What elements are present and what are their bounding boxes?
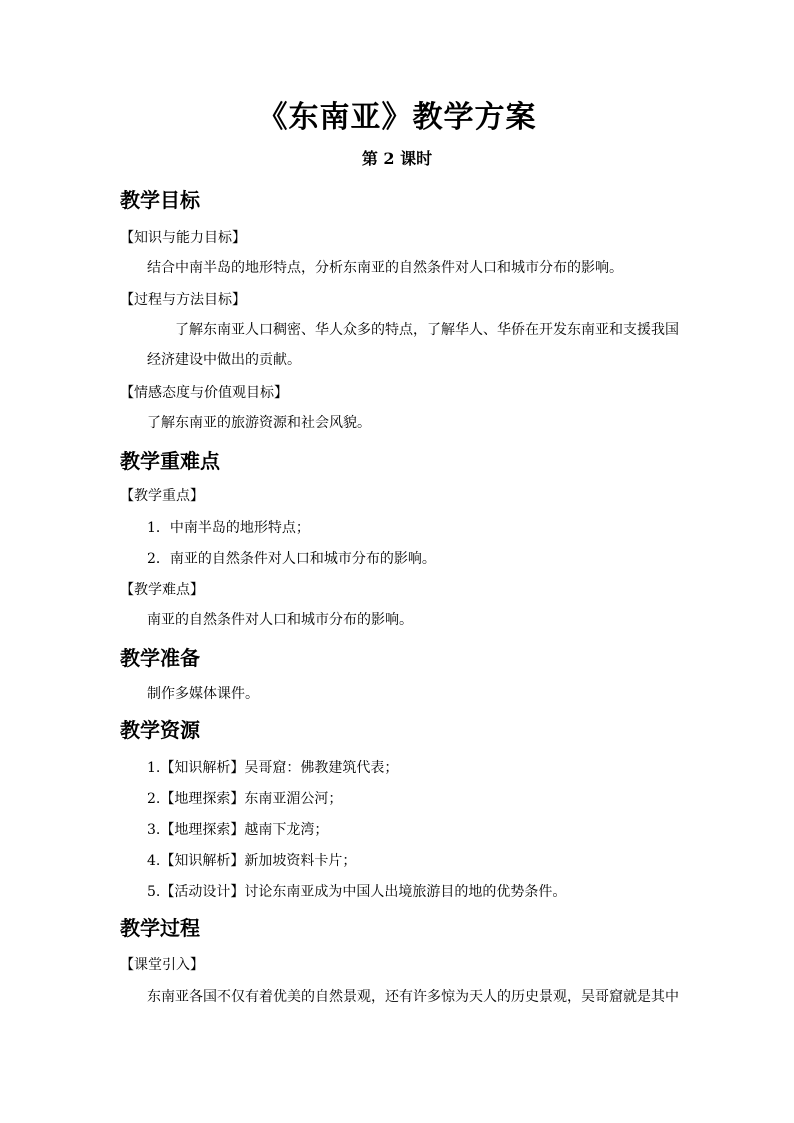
document-subtitle: 第 2 课时 [361, 149, 433, 168]
emotion-label: 【情感态度与价值观目标】 [120, 385, 288, 401]
section-heading-process: 教学过程 [120, 916, 200, 940]
resource-item-3: 3.【地理探索】越南下龙湾； [147, 822, 329, 838]
difficulty-text: 南亚的自然条件对人口和城市分布的影响。 [147, 612, 413, 628]
focus-label: 【教学重点】 [120, 488, 204, 504]
section-heading-objectives: 教学目标 [120, 188, 200, 212]
resource-item-4: 4.【知识解析】新加坡资料卡片； [147, 853, 357, 869]
section-heading-resources: 教学资源 [120, 718, 200, 742]
resource-item-1: 1.【知识解析】吴哥窟：佛教建筑代表； [147, 760, 399, 776]
difficulty-label: 【教学难点】 [120, 582, 204, 598]
knowledge-text: 结合中南半岛的地形特点，分析东南亚的自然条件对人口和城市分布的影响。 [147, 260, 623, 276]
focus-item-2: 2．南亚的自然条件对人口和城市分布的影响。 [147, 551, 436, 567]
intro-label: 【课堂引入】 [120, 957, 204, 973]
resource-item-2: 2.【地理探索】东南亚湄公河； [147, 791, 343, 807]
preparation-text: 制作多媒体课件。 [147, 686, 259, 702]
knowledge-label: 【知识与能力目标】 [120, 230, 246, 246]
section-heading-preparation: 教学准备 [120, 646, 200, 670]
process-label: 【过程与方法目标】 [120, 292, 246, 308]
document-title: 《东南亚》教学方案 [257, 100, 537, 135]
resource-item-5: 5.【活动设计】讨论东南亚成为中国人出境旅游目的地的优势条件。 [147, 884, 567, 900]
process-text-line-1: 了解东南亚人口稠密、华人众多的特点，了解华人、华侨在开发东南亚和支援我国 [175, 322, 679, 338]
process-text-line-2: 经济建设中做出的贡献。 [147, 352, 301, 368]
emotion-text: 了解东南亚的旅游资源和社会风貌。 [147, 415, 371, 431]
intro-text: 东南亚各国不仅有着优美的自然景观，还有许多惊为天人的历史景观，吴哥窟就是其中 [147, 989, 679, 1005]
section-heading-key-points: 教学重难点 [120, 449, 220, 473]
focus-item-1: 1．中南半岛的地形特点； [147, 520, 310, 536]
